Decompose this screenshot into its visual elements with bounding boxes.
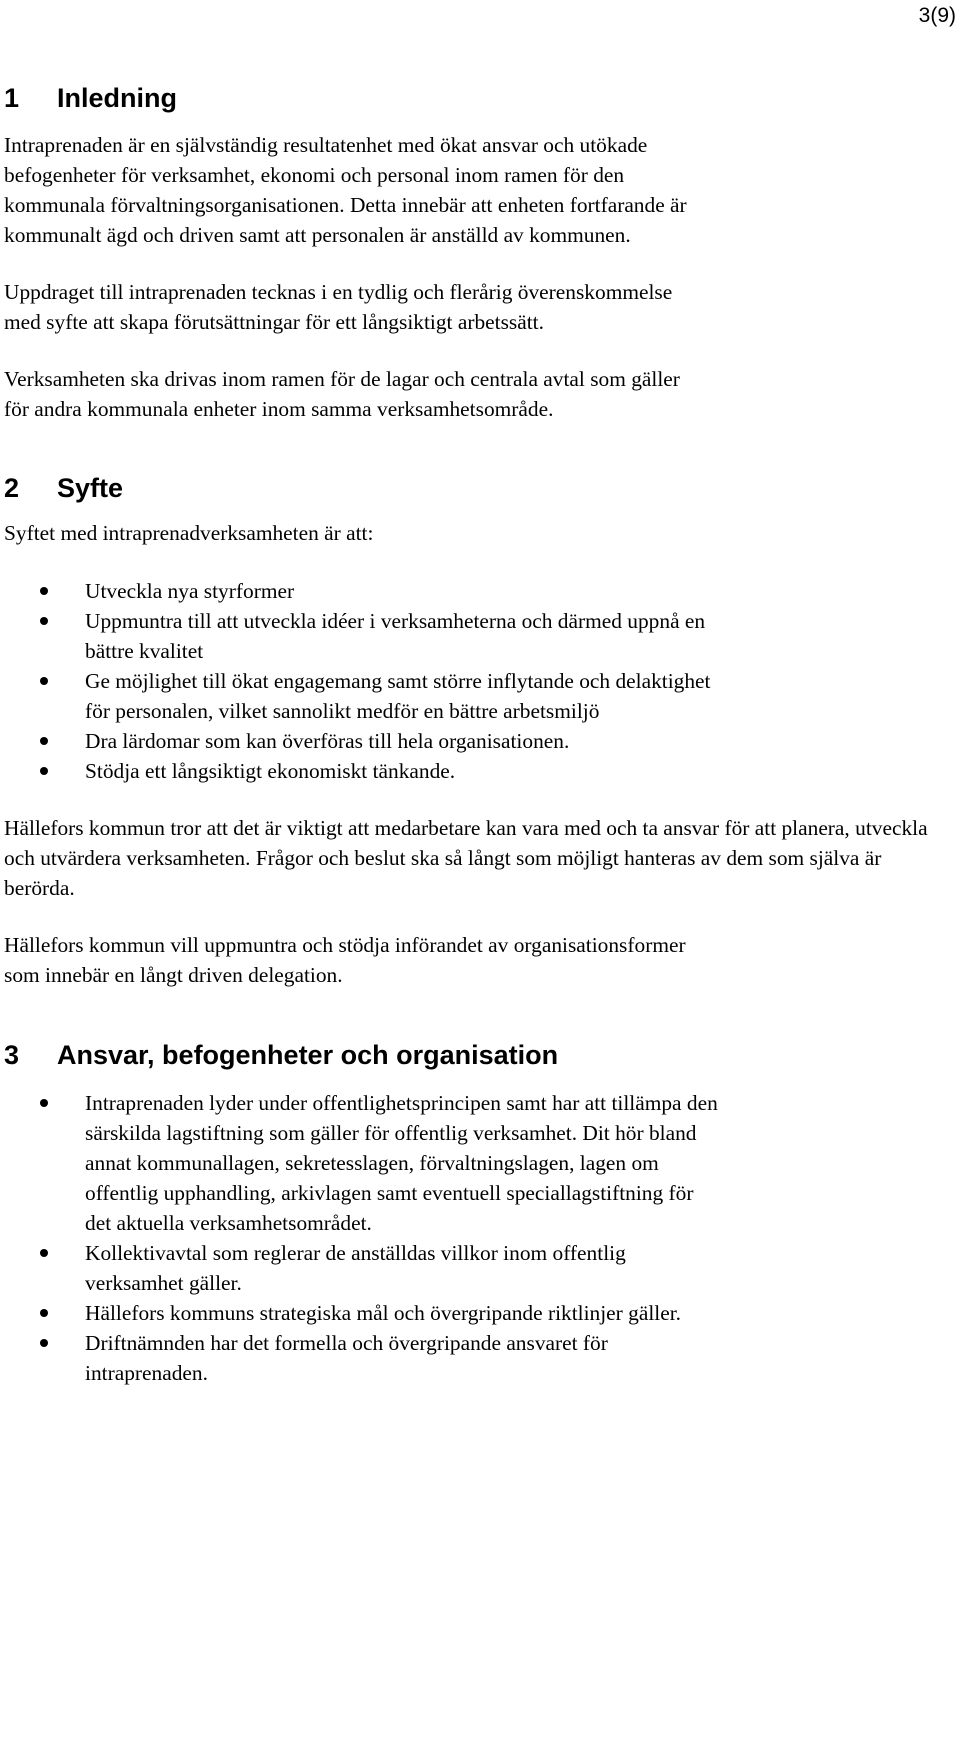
bullet-icon bbox=[40, 1249, 48, 1257]
section-title: Ansvar, befogenheter och organisation bbox=[57, 1040, 559, 1070]
list-item: Uppmuntra till att utveckla idéer i verksamheterna och därmed uppnå en bättre kvalitet bbox=[4, 606, 724, 666]
paragraph: Verksamheten ska drivas inom ramen för de lagar och centrala avtal som gäller för andra kommunala enheter inom samma verksamhetsområde. bbox=[4, 367, 680, 421]
section-inledning bbox=[4, 78, 954, 424]
document-body bbox=[4, 78, 954, 1388]
intro-text: Syftet med intraprenadverksamheten är att: bbox=[4, 521, 374, 545]
list-item: Driftnämnden har det formella och övergripande ansvaret för intraprenaden. bbox=[4, 1328, 724, 1388]
bullet-icon bbox=[40, 1309, 48, 1317]
bullet-icon bbox=[40, 1099, 48, 1107]
section-heading bbox=[4, 78, 954, 118]
paragraph: Hällefors kommun vill uppmuntra och stödja införandet av organisationsformer som innebär en långt driven delegation. bbox=[4, 933, 686, 987]
bullet-icon bbox=[40, 1339, 48, 1347]
bullet-icon bbox=[40, 767, 48, 775]
list-item: Hällefors kommuns strategiska mål och övergripande riktlinjer gäller. bbox=[4, 1298, 724, 1328]
list-item: Intraprenaden lyder under offentlighetsprincipen samt har att tillämpa den särskilda lagstiftning som gäller för offentlig verksamhet. Dit hör bland annat kommunallagen, sekretesslagen, förvaltningslagen, lagen om offentlig upphandling, arkivlagen samt eventuell speciallagstiftning för det aktuella verksamhetsområdet. bbox=[4, 1088, 724, 1238]
paragraph: Intraprenaden är en självständig resultatenhet med ökat ansvar och utökade befogenheter för verksamhet, ekonomi och personal inom ramen för den kommunala förvaltningsorganisationen. Detta innebär att enheten fortfarande är kommunalt ägd och driven samt att personalen är anställd av kommunen. bbox=[4, 133, 687, 247]
paragraph: Uppdraget till intraprenaden tecknas i en tydlig och flerårig överenskommelse med syfte att skapa förutsättningar för ett långsiktigt arbetssätt. bbox=[4, 280, 673, 334]
list-item: Dra lärdomar som kan överföras till hela organisationen. bbox=[4, 726, 724, 756]
section-ansvar bbox=[4, 1035, 954, 1388]
section-heading bbox=[4, 468, 954, 508]
list-item: Stödja ett långsiktigt ekonomiskt tänkande. bbox=[4, 756, 724, 786]
bullet-list bbox=[4, 576, 724, 786]
bullet-icon bbox=[40, 737, 48, 745]
page-number: 3(9) bbox=[918, 4, 956, 27]
bullet-icon bbox=[40, 677, 48, 685]
section-number: 2 bbox=[4, 473, 20, 503]
section-title: Syfte bbox=[57, 473, 124, 503]
list-item: Utveckla nya styrformer bbox=[4, 576, 724, 606]
bullet-list bbox=[4, 1088, 724, 1388]
paragraph: Hällefors kommun tror att det är viktigt att medarbetare kan vara med och ta ansvar för att planera, utveckla och utvärdera verksamheten. Frågor och beslut ska så långt som möjligt hanteras av dem som själva är berörda. bbox=[4, 816, 928, 900]
section-number: 3 bbox=[4, 1040, 20, 1070]
section-heading bbox=[4, 1035, 954, 1075]
section-number: 1 bbox=[4, 83, 20, 113]
section-syfte bbox=[4, 468, 954, 990]
bullet-icon bbox=[40, 617, 48, 625]
list-item: Kollektivavtal som reglerar de anställdas villkor inom offentlig verksamhet gäller. bbox=[4, 1238, 724, 1298]
bullet-icon bbox=[40, 587, 48, 595]
section-title: Inledning bbox=[57, 83, 177, 113]
list-item: Ge möjlighet till ökat engagemang samt större inflytande och delaktighet för personalen, vilket sannolikt medför en bättre arbetsmiljö bbox=[4, 666, 724, 726]
